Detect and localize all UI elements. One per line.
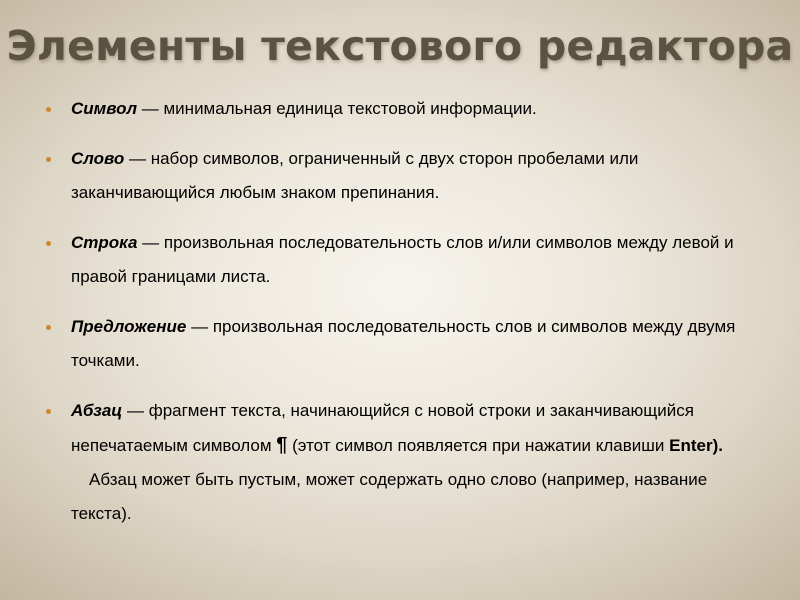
term-definition: — произвольная последовательность слов и символов между двумя точками. xyxy=(71,317,736,370)
bullet-dot-icon xyxy=(46,107,51,112)
term-label: Символ xyxy=(71,99,138,118)
bullet-dot-icon xyxy=(46,157,51,162)
term-label: Слово xyxy=(71,149,125,168)
paragraph-note-text: Абзац может быть пустым, может содержать одно слово (например, название текста). xyxy=(71,470,708,523)
term-definition-part1: — фрагмент текста, начинающийся с новой строки и заканчивающийся непечатаемым символом xyxy=(71,401,694,455)
term-definition-part2: (этот символ появляется при нажатии клавиши xyxy=(287,436,670,455)
bullet-dot-icon xyxy=(46,409,51,414)
term-label: Абзац xyxy=(71,401,123,420)
pilcrow-symbol: ¶ xyxy=(276,434,288,456)
term-definition: — минимальная единица текстовой информации. xyxy=(137,99,537,118)
term-definition: — произвольная последовательность слов и/или символов между левой и правой границами листа. xyxy=(71,233,734,286)
list-item-sentence xyxy=(46,310,766,378)
definitions-list xyxy=(46,92,766,547)
enter-key-label: Enter). xyxy=(669,436,723,455)
term-label: Строка xyxy=(71,233,138,252)
slide-title: Элементы текстового редактора xyxy=(6,22,794,70)
list-item-line xyxy=(46,226,766,294)
paragraph-note xyxy=(71,463,766,531)
term-definition: — набор символов, ограниченный с двух сторон пробелами или заканчивающийся любым знаком препинания. xyxy=(71,149,639,202)
list-item-word xyxy=(46,142,766,210)
term-label: Предложение xyxy=(71,317,187,336)
bullet-dot-icon xyxy=(46,325,51,330)
list-item-paragraph xyxy=(46,394,766,531)
bullet-dot-icon xyxy=(46,241,51,246)
list-item-symbol xyxy=(46,92,766,126)
